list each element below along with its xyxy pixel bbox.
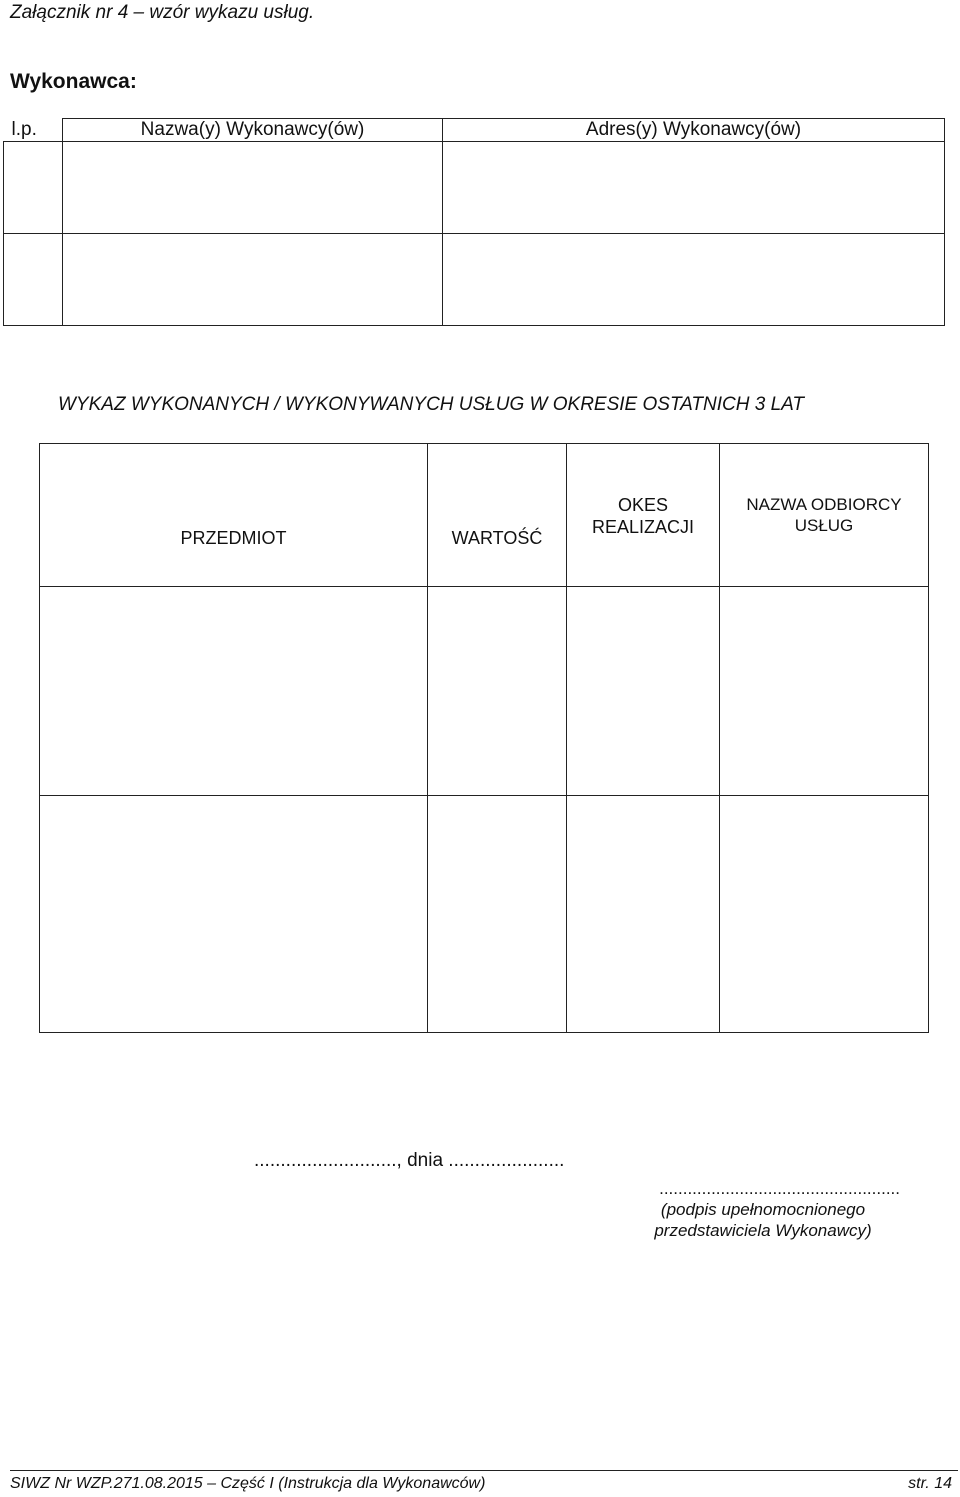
column-header-completion-period: OKES REALIZACJI xyxy=(567,444,720,587)
contractor-table xyxy=(3,118,945,326)
place-and-date-field[interactable]: ..........................., dnia ...................... xyxy=(254,1150,565,1171)
cell-contractor-address[interactable] xyxy=(443,142,945,234)
signature-field[interactable]: ................................................... xyxy=(659,1179,900,1198)
cell-contractor-name[interactable] xyxy=(63,142,443,234)
column-header-recipient-name: NAZWA ODBIORCY USŁUG xyxy=(720,444,929,587)
signature-block xyxy=(620,1178,906,1241)
services-table-header-row xyxy=(40,444,929,587)
cell-value[interactable] xyxy=(428,587,567,796)
services-list-title: WYKAZ WYKONANYCH / WYKONYWANYCH USŁUG W OKRESIE OSTATNICH 3 LAT xyxy=(58,394,805,415)
cell-lp[interactable] xyxy=(4,142,63,234)
cell-contractor-address[interactable] xyxy=(443,234,945,326)
column-header-subject: PRZEDMIOT xyxy=(40,444,428,587)
cell-recipient-name[interactable] xyxy=(720,587,929,796)
column-header-lp: l.p. xyxy=(4,119,63,142)
table-row xyxy=(4,234,945,326)
cell-recipient-name[interactable] xyxy=(720,796,929,1033)
column-header-value: WARTOŚĆ xyxy=(428,444,567,587)
column-header-contractor-address: Adres(y) Wykonawcy(ów) xyxy=(443,119,945,142)
cell-completion-period[interactable] xyxy=(567,796,720,1033)
table-row xyxy=(40,796,929,1033)
contractor-label: Wykonawca: xyxy=(10,70,137,93)
signature-caption-line2: przedstawiciela Wykonawcy) xyxy=(654,1221,872,1240)
signature-caption-line1: (podpis upełnomocnionego xyxy=(660,1200,866,1219)
cell-contractor-name[interactable] xyxy=(63,234,443,326)
cell-completion-period[interactable] xyxy=(567,587,720,796)
cell-lp[interactable] xyxy=(4,234,63,326)
footer-divider xyxy=(10,1470,958,1471)
footer-document-reference: SIWZ Nr WZP.271.08.2015 – Część I (Instrukcja dla Wykonawców) xyxy=(10,1475,486,1492)
table-row xyxy=(40,587,929,796)
contractor-table-header-row xyxy=(4,119,945,142)
services-table xyxy=(39,443,929,1033)
table-row xyxy=(4,142,945,234)
cell-value[interactable] xyxy=(428,796,567,1033)
footer-page-number: str. 14 xyxy=(908,1475,952,1492)
column-header-contractor-name: Nazwa(y) Wykonawcy(ów) xyxy=(63,119,443,142)
cell-subject[interactable] xyxy=(40,587,428,796)
cell-subject[interactable] xyxy=(40,796,428,1033)
attachment-note: Załącznik nr 4 – wzór wykazu usług. xyxy=(10,2,315,23)
